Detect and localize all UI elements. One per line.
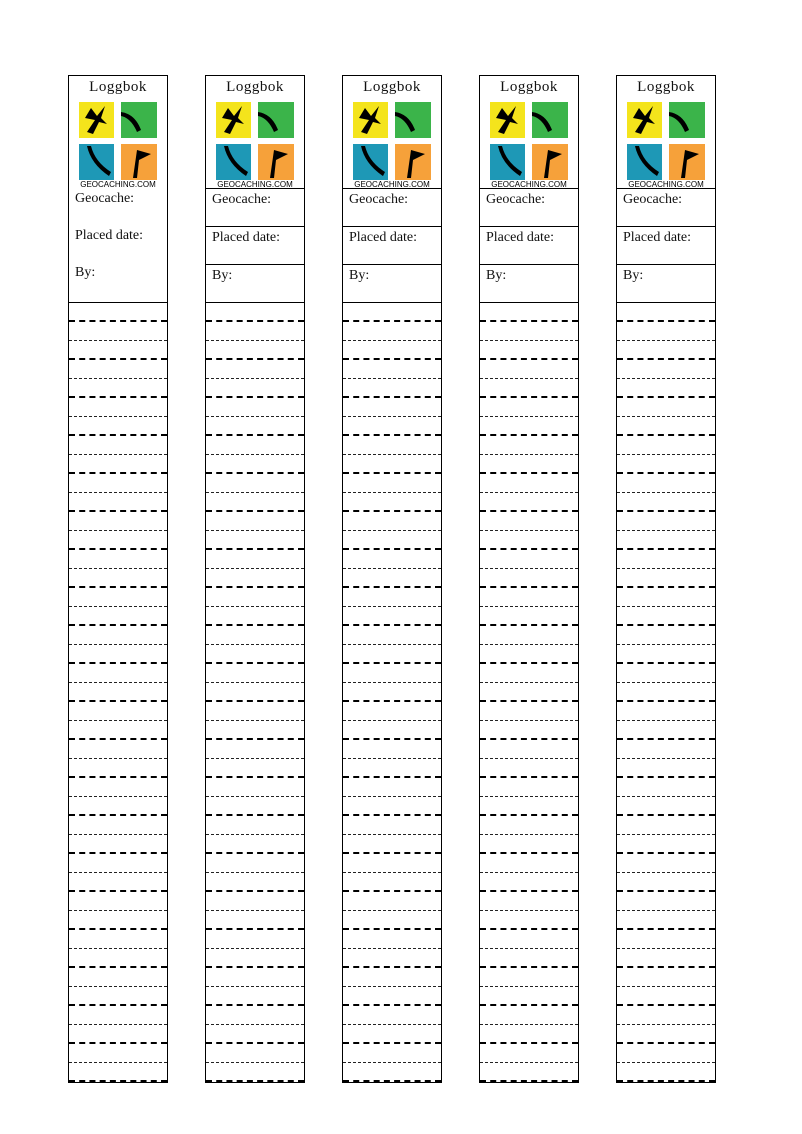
log-line <box>69 1006 167 1025</box>
log-line <box>69 341 167 360</box>
log-line <box>480 455 578 474</box>
log-line <box>617 512 715 531</box>
log-lines <box>69 303 167 1082</box>
log-line <box>480 987 578 1006</box>
log-line <box>480 607 578 626</box>
log-line <box>69 797 167 816</box>
log-line <box>69 854 167 873</box>
logbook-title: Loggbok <box>637 79 695 95</box>
log-line <box>617 588 715 607</box>
geocache-field: Geocache: <box>75 191 135 206</box>
log-line <box>617 949 715 968</box>
logo-text: GEOCACHING.COM <box>80 180 156 188</box>
log-line <box>69 987 167 1006</box>
log-line <box>69 778 167 797</box>
log-line <box>206 911 304 930</box>
log-line <box>343 816 441 835</box>
logbook-strip-1 <box>68 75 168 1083</box>
log-line <box>343 322 441 341</box>
log-line <box>206 987 304 1006</box>
log-line <box>617 1025 715 1044</box>
log-line <box>206 683 304 702</box>
log-line <box>617 854 715 873</box>
log-line <box>343 664 441 683</box>
geocache-field: Geocache: <box>617 188 715 226</box>
log-line <box>480 569 578 588</box>
log-line <box>206 531 304 550</box>
log-line <box>69 550 167 569</box>
log-line <box>206 341 304 360</box>
log-line <box>206 626 304 645</box>
logo-text: GEOCACHING.COM <box>217 180 293 188</box>
log-line <box>617 474 715 493</box>
log-line <box>69 493 167 512</box>
logo-text: GEOCACHING.COM <box>491 180 567 188</box>
geocache-field: Geocache: <box>480 188 578 226</box>
log-lines <box>480 302 578 1082</box>
log-line <box>69 303 167 322</box>
log-line <box>480 911 578 930</box>
log-line <box>617 360 715 379</box>
log-line <box>617 664 715 683</box>
log-line <box>343 607 441 626</box>
log-line <box>617 702 715 721</box>
log-line <box>480 645 578 664</box>
log-line <box>480 873 578 892</box>
log-line <box>617 417 715 436</box>
log-line <box>343 721 441 740</box>
log-line <box>617 816 715 835</box>
geocaching-logo <box>617 98 715 188</box>
log-line <box>480 1006 578 1025</box>
log-lines <box>343 302 441 1082</box>
log-line <box>69 911 167 930</box>
log-line <box>206 968 304 987</box>
log-line <box>343 797 441 816</box>
log-line <box>206 303 304 322</box>
logo-text: GEOCACHING.COM <box>628 180 704 188</box>
log-line <box>343 398 441 417</box>
by-field: By: <box>343 264 441 302</box>
log-line <box>69 664 167 683</box>
log-line <box>69 379 167 398</box>
log-line <box>206 493 304 512</box>
log-line <box>69 531 167 550</box>
log-line <box>206 436 304 455</box>
log-line <box>206 1025 304 1044</box>
log-line <box>69 968 167 987</box>
log-line <box>343 645 441 664</box>
log-line <box>69 835 167 854</box>
log-line <box>617 550 715 569</box>
log-line <box>617 303 715 322</box>
log-line <box>343 379 441 398</box>
log-line <box>617 379 715 398</box>
log-line <box>480 835 578 854</box>
log-line <box>617 455 715 474</box>
log-lines <box>617 302 715 1082</box>
log-line <box>480 702 578 721</box>
log-line <box>206 455 304 474</box>
log-line <box>206 949 304 968</box>
log-line <box>343 835 441 854</box>
log-line <box>206 417 304 436</box>
logbook-title: Loggbok <box>500 79 558 95</box>
log-line <box>480 930 578 949</box>
placed-date-field: Placed date: <box>206 226 304 264</box>
log-line <box>69 588 167 607</box>
log-line <box>69 512 167 531</box>
log-line <box>617 607 715 626</box>
log-line <box>617 721 715 740</box>
log-line <box>206 645 304 664</box>
log-line <box>480 493 578 512</box>
log-line <box>69 1044 167 1063</box>
log-line <box>343 930 441 949</box>
log-line <box>69 759 167 778</box>
log-line <box>480 303 578 322</box>
log-line <box>480 854 578 873</box>
log-line <box>480 683 578 702</box>
log-line <box>617 759 715 778</box>
log-line <box>206 702 304 721</box>
log-line <box>343 873 441 892</box>
log-line <box>617 645 715 664</box>
logbook-title: Loggbok <box>363 79 421 95</box>
log-line <box>343 778 441 797</box>
log-line <box>206 740 304 759</box>
log-line <box>617 341 715 360</box>
log-line <box>617 911 715 930</box>
logo-text: GEOCACHING.COM <box>354 180 430 188</box>
log-line <box>206 930 304 949</box>
log-line <box>343 1025 441 1044</box>
log-line <box>69 873 167 892</box>
placed-date-field: Placed date: <box>343 226 441 264</box>
log-line <box>480 816 578 835</box>
log-line <box>343 892 441 911</box>
log-line <box>480 759 578 778</box>
geocache-field: Geocache: <box>343 188 441 226</box>
log-line <box>480 721 578 740</box>
log-line <box>343 588 441 607</box>
log-line <box>343 683 441 702</box>
log-line <box>480 949 578 968</box>
log-line <box>206 360 304 379</box>
log-line <box>69 930 167 949</box>
log-line <box>206 588 304 607</box>
log-line <box>343 702 441 721</box>
log-line <box>480 550 578 569</box>
log-line <box>617 778 715 797</box>
log-line <box>206 512 304 531</box>
log-line <box>206 759 304 778</box>
log-line <box>343 303 441 322</box>
log-line <box>617 835 715 854</box>
log-line <box>69 949 167 968</box>
log-line <box>69 474 167 493</box>
log-line <box>343 911 441 930</box>
log-line <box>69 607 167 626</box>
log-line <box>617 740 715 759</box>
log-line <box>206 664 304 683</box>
log-line <box>617 930 715 949</box>
log-line <box>343 493 441 512</box>
geocaching-logo <box>206 98 304 188</box>
by-field: By: <box>75 265 96 280</box>
log-line <box>617 987 715 1006</box>
log-line <box>69 569 167 588</box>
log-line <box>480 531 578 550</box>
log-line <box>69 455 167 474</box>
log-line <box>343 531 441 550</box>
log-line <box>343 417 441 436</box>
placed-date-field: Placed date: <box>480 226 578 264</box>
log-line <box>206 1006 304 1025</box>
log-line <box>69 322 167 341</box>
log-line <box>206 550 304 569</box>
log-line <box>343 854 441 873</box>
log-line <box>206 778 304 797</box>
log-line <box>617 436 715 455</box>
log-line <box>69 740 167 759</box>
log-line <box>480 1025 578 1044</box>
log-line <box>206 721 304 740</box>
log-line <box>480 360 578 379</box>
log-line <box>343 455 441 474</box>
log-line <box>206 398 304 417</box>
log-line <box>617 493 715 512</box>
geocaching-logo <box>69 98 167 188</box>
log-line <box>206 835 304 854</box>
log-line <box>206 873 304 892</box>
log-line <box>617 683 715 702</box>
log-line <box>480 512 578 531</box>
log-line <box>480 797 578 816</box>
log-line <box>343 360 441 379</box>
log-line <box>480 588 578 607</box>
log-line <box>343 1063 441 1082</box>
log-line <box>480 892 578 911</box>
log-line <box>480 474 578 493</box>
geocaching-logo <box>343 98 441 188</box>
log-line <box>206 569 304 588</box>
log-line <box>480 740 578 759</box>
log-line <box>206 1044 304 1063</box>
log-line <box>343 949 441 968</box>
log-line <box>617 1006 715 1025</box>
log-line <box>206 892 304 911</box>
log-line <box>480 341 578 360</box>
log-line <box>343 759 441 778</box>
log-line <box>69 626 167 645</box>
log-line <box>480 1044 578 1063</box>
log-line <box>206 379 304 398</box>
logbook-strip-4 <box>479 75 579 1083</box>
log-line <box>480 379 578 398</box>
log-line <box>206 607 304 626</box>
log-line <box>69 816 167 835</box>
log-line <box>480 398 578 417</box>
log-line <box>480 626 578 645</box>
log-line <box>617 1063 715 1082</box>
logbook-strip-3 <box>342 75 442 1083</box>
log-line <box>480 1063 578 1082</box>
logbook-title: Loggbok <box>89 79 147 95</box>
logbook-strip-5 <box>616 75 716 1083</box>
logbook-title: Loggbok <box>226 79 284 95</box>
log-line <box>69 892 167 911</box>
log-line <box>343 569 441 588</box>
log-line <box>617 1044 715 1063</box>
log-line <box>69 683 167 702</box>
log-line <box>343 512 441 531</box>
placed-date-field: Placed date: <box>75 228 144 243</box>
log-line <box>69 436 167 455</box>
log-line <box>617 322 715 341</box>
log-line <box>343 968 441 987</box>
log-line <box>69 721 167 740</box>
by-field: By: <box>617 264 715 302</box>
log-line <box>617 873 715 892</box>
log-line <box>480 778 578 797</box>
log-line <box>206 474 304 493</box>
log-line <box>480 968 578 987</box>
log-line <box>206 816 304 835</box>
log-line <box>69 702 167 721</box>
log-line <box>480 664 578 683</box>
log-line <box>617 531 715 550</box>
placed-date-field: Placed date: <box>617 226 715 264</box>
log-line <box>617 968 715 987</box>
log-line <box>343 436 441 455</box>
log-line <box>617 892 715 911</box>
log-line <box>480 322 578 341</box>
log-line <box>617 398 715 417</box>
log-lines <box>206 302 304 1082</box>
geocaching-logo <box>480 98 578 188</box>
log-line <box>617 626 715 645</box>
log-line <box>69 360 167 379</box>
geocache-field: Geocache: <box>206 188 304 226</box>
logbook-strip-2 <box>205 75 305 1083</box>
log-line <box>69 645 167 664</box>
log-line <box>480 436 578 455</box>
log-line <box>480 417 578 436</box>
log-line <box>343 740 441 759</box>
log-line <box>206 797 304 816</box>
by-field: By: <box>206 264 304 302</box>
log-line <box>206 322 304 341</box>
log-line <box>343 341 441 360</box>
log-line <box>69 1063 167 1082</box>
log-line <box>617 569 715 588</box>
log-line <box>343 626 441 645</box>
log-line <box>69 398 167 417</box>
log-line <box>343 474 441 493</box>
log-line <box>617 797 715 816</box>
log-line <box>343 987 441 1006</box>
log-line <box>343 1044 441 1063</box>
log-line <box>343 1006 441 1025</box>
log-line <box>343 550 441 569</box>
log-line <box>69 1025 167 1044</box>
by-field: By: <box>480 264 578 302</box>
log-line <box>206 854 304 873</box>
log-line <box>206 1063 304 1082</box>
log-line <box>69 417 167 436</box>
